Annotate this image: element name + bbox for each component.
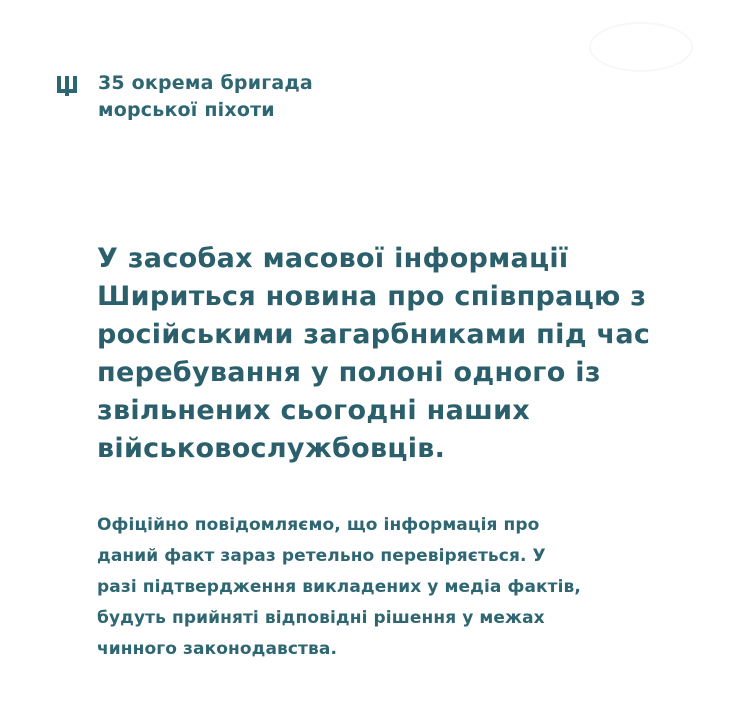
- watermark-logo: [589, 22, 693, 72]
- statement-line: Офіційно повідомляємо, що інформація про: [97, 515, 540, 535]
- statement-line: чинного законодавства.: [97, 639, 338, 659]
- headline-line: перебування у полоні одного із: [97, 357, 601, 388]
- headline-line: російськими загарбниками під час: [97, 319, 651, 350]
- statement-line: разі підтвердження викладених у медіа фактів,: [97, 577, 581, 597]
- headline-line: звільнених сьогодні наших: [97, 395, 531, 426]
- headline-line: Шириться новина про співпрацю з: [97, 281, 647, 312]
- headline-line: військовослужбовців.: [97, 433, 446, 464]
- trident-icon: [56, 74, 78, 96]
- statement-line: будуть прийняті відповідні рішення у межах: [97, 608, 545, 628]
- headline: [97, 240, 717, 468]
- brigade-name: [98, 70, 313, 124]
- brigade-line-2: морської піхоти: [98, 99, 275, 121]
- headline-line: У засобах масової інформації: [97, 243, 569, 274]
- brigade-line-1: 35 окрема бригада: [98, 72, 313, 94]
- official-statement: [97, 510, 717, 665]
- statement-line: даний факт зараз ретельно перевіряється. У: [97, 546, 546, 566]
- header: [56, 70, 313, 124]
